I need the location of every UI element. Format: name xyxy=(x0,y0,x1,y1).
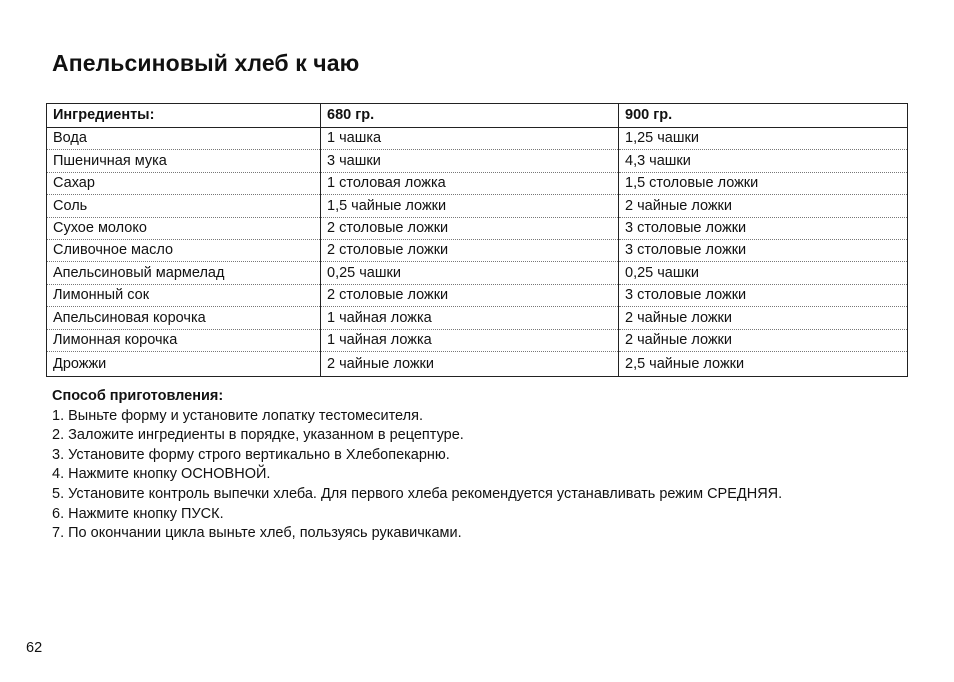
method-step: 4. Нажмите кнопку ОСНОВНОЙ. xyxy=(52,466,271,483)
table-row xyxy=(47,262,908,284)
amount-900g: 3 столовые ложки xyxy=(619,239,908,261)
amount-680g: 1,5 чайные ложки xyxy=(321,195,619,217)
amount-900g: 2,5 чайные ложки xyxy=(619,351,908,376)
table-row xyxy=(47,329,908,351)
method-step: 3. Установите форму строго вертикально в Хлебопекарню. xyxy=(52,446,450,463)
ingredient-name: Апельсиновая корочка xyxy=(47,307,321,329)
amount-680g: 1 столовая ложка xyxy=(321,172,619,194)
table-row xyxy=(47,217,908,239)
ingredient-name: Лимонная корочка xyxy=(47,329,321,351)
table-row xyxy=(47,195,908,217)
amount-900g: 0,25 чашки xyxy=(619,262,908,284)
ingredient-name: Сухое молоко xyxy=(47,217,321,239)
header-680g: 680 гр. xyxy=(321,104,619,128)
method-step: 2. Заложите ингредиенты в порядке, указанном в рецептуре. xyxy=(52,427,464,444)
amount-680g: 1 чайная ложка xyxy=(321,307,619,329)
amount-900g: 1,5 столовые ложки xyxy=(619,172,908,194)
amount-680g: 1 чайная ложка xyxy=(321,329,619,351)
amount-900g: 4,3 чашки xyxy=(619,150,908,172)
amount-680g: 2 чайные ложки xyxy=(321,351,619,376)
method-heading: Способ приготовления: xyxy=(52,388,224,404)
method-step: 6. Нажмите кнопку ПУСК. xyxy=(52,505,224,522)
page-title: Апельсиновый хлеб к чаю xyxy=(52,50,360,76)
table-row xyxy=(47,239,908,261)
amount-900g: 2 чайные ложки xyxy=(619,195,908,217)
table-row xyxy=(47,307,908,329)
amount-900g: 2 чайные ложки xyxy=(619,307,908,329)
amount-900g: 3 столовые ложки xyxy=(619,284,908,306)
ingredients-table xyxy=(46,103,908,377)
method-step: 1. Выньте форму и установите лопатку тестомесителя. xyxy=(52,407,423,424)
table-row xyxy=(47,128,908,150)
ingredient-name: Соль xyxy=(47,195,321,217)
amount-900g: 1,25 чашки xyxy=(619,128,908,150)
table-row xyxy=(47,150,908,172)
table-row xyxy=(47,284,908,306)
amount-680g: 2 столовые ложки xyxy=(321,284,619,306)
amount-680g: 2 столовые ложки xyxy=(321,217,619,239)
ingredient-name: Сливочное масло xyxy=(47,239,321,261)
amount-680g: 1 чашка xyxy=(321,128,619,150)
table-row xyxy=(47,351,908,376)
amount-680g: 2 столовые ложки xyxy=(321,239,619,261)
header-900g: 900 гр. xyxy=(619,104,908,128)
amount-900g: 3 столовые ложки xyxy=(619,217,908,239)
header-ingredients: Ингредиенты: xyxy=(47,104,321,128)
method-step: 7. По окончании цикла выньте хлеб, пользуясь рукавичками. xyxy=(52,525,462,542)
page-number: 62 xyxy=(26,640,43,656)
method-section xyxy=(52,387,782,544)
ingredient-name: Сахар xyxy=(47,172,321,194)
amount-680g: 3 чашки xyxy=(321,150,619,172)
ingredient-name: Пшеничная мука xyxy=(47,150,321,172)
ingredient-name: Лимонный сок xyxy=(47,284,321,306)
method-steps xyxy=(52,407,782,544)
amount-900g: 2 чайные ложки xyxy=(619,329,908,351)
table-row xyxy=(47,172,908,194)
method-step: 5. Установите контроль выпечки хлеба. Для первого хлеба рекомендуется устанавливать режим СРЕДНЯЯ. xyxy=(52,485,783,502)
ingredient-name: Дрожжи xyxy=(53,355,107,372)
ingredient-name: Апельсиновый мармелад xyxy=(47,262,321,284)
table-header-row xyxy=(47,104,908,128)
ingredient-name: Вода xyxy=(47,128,321,150)
amount-680g: 0,25 чашки xyxy=(321,262,619,284)
